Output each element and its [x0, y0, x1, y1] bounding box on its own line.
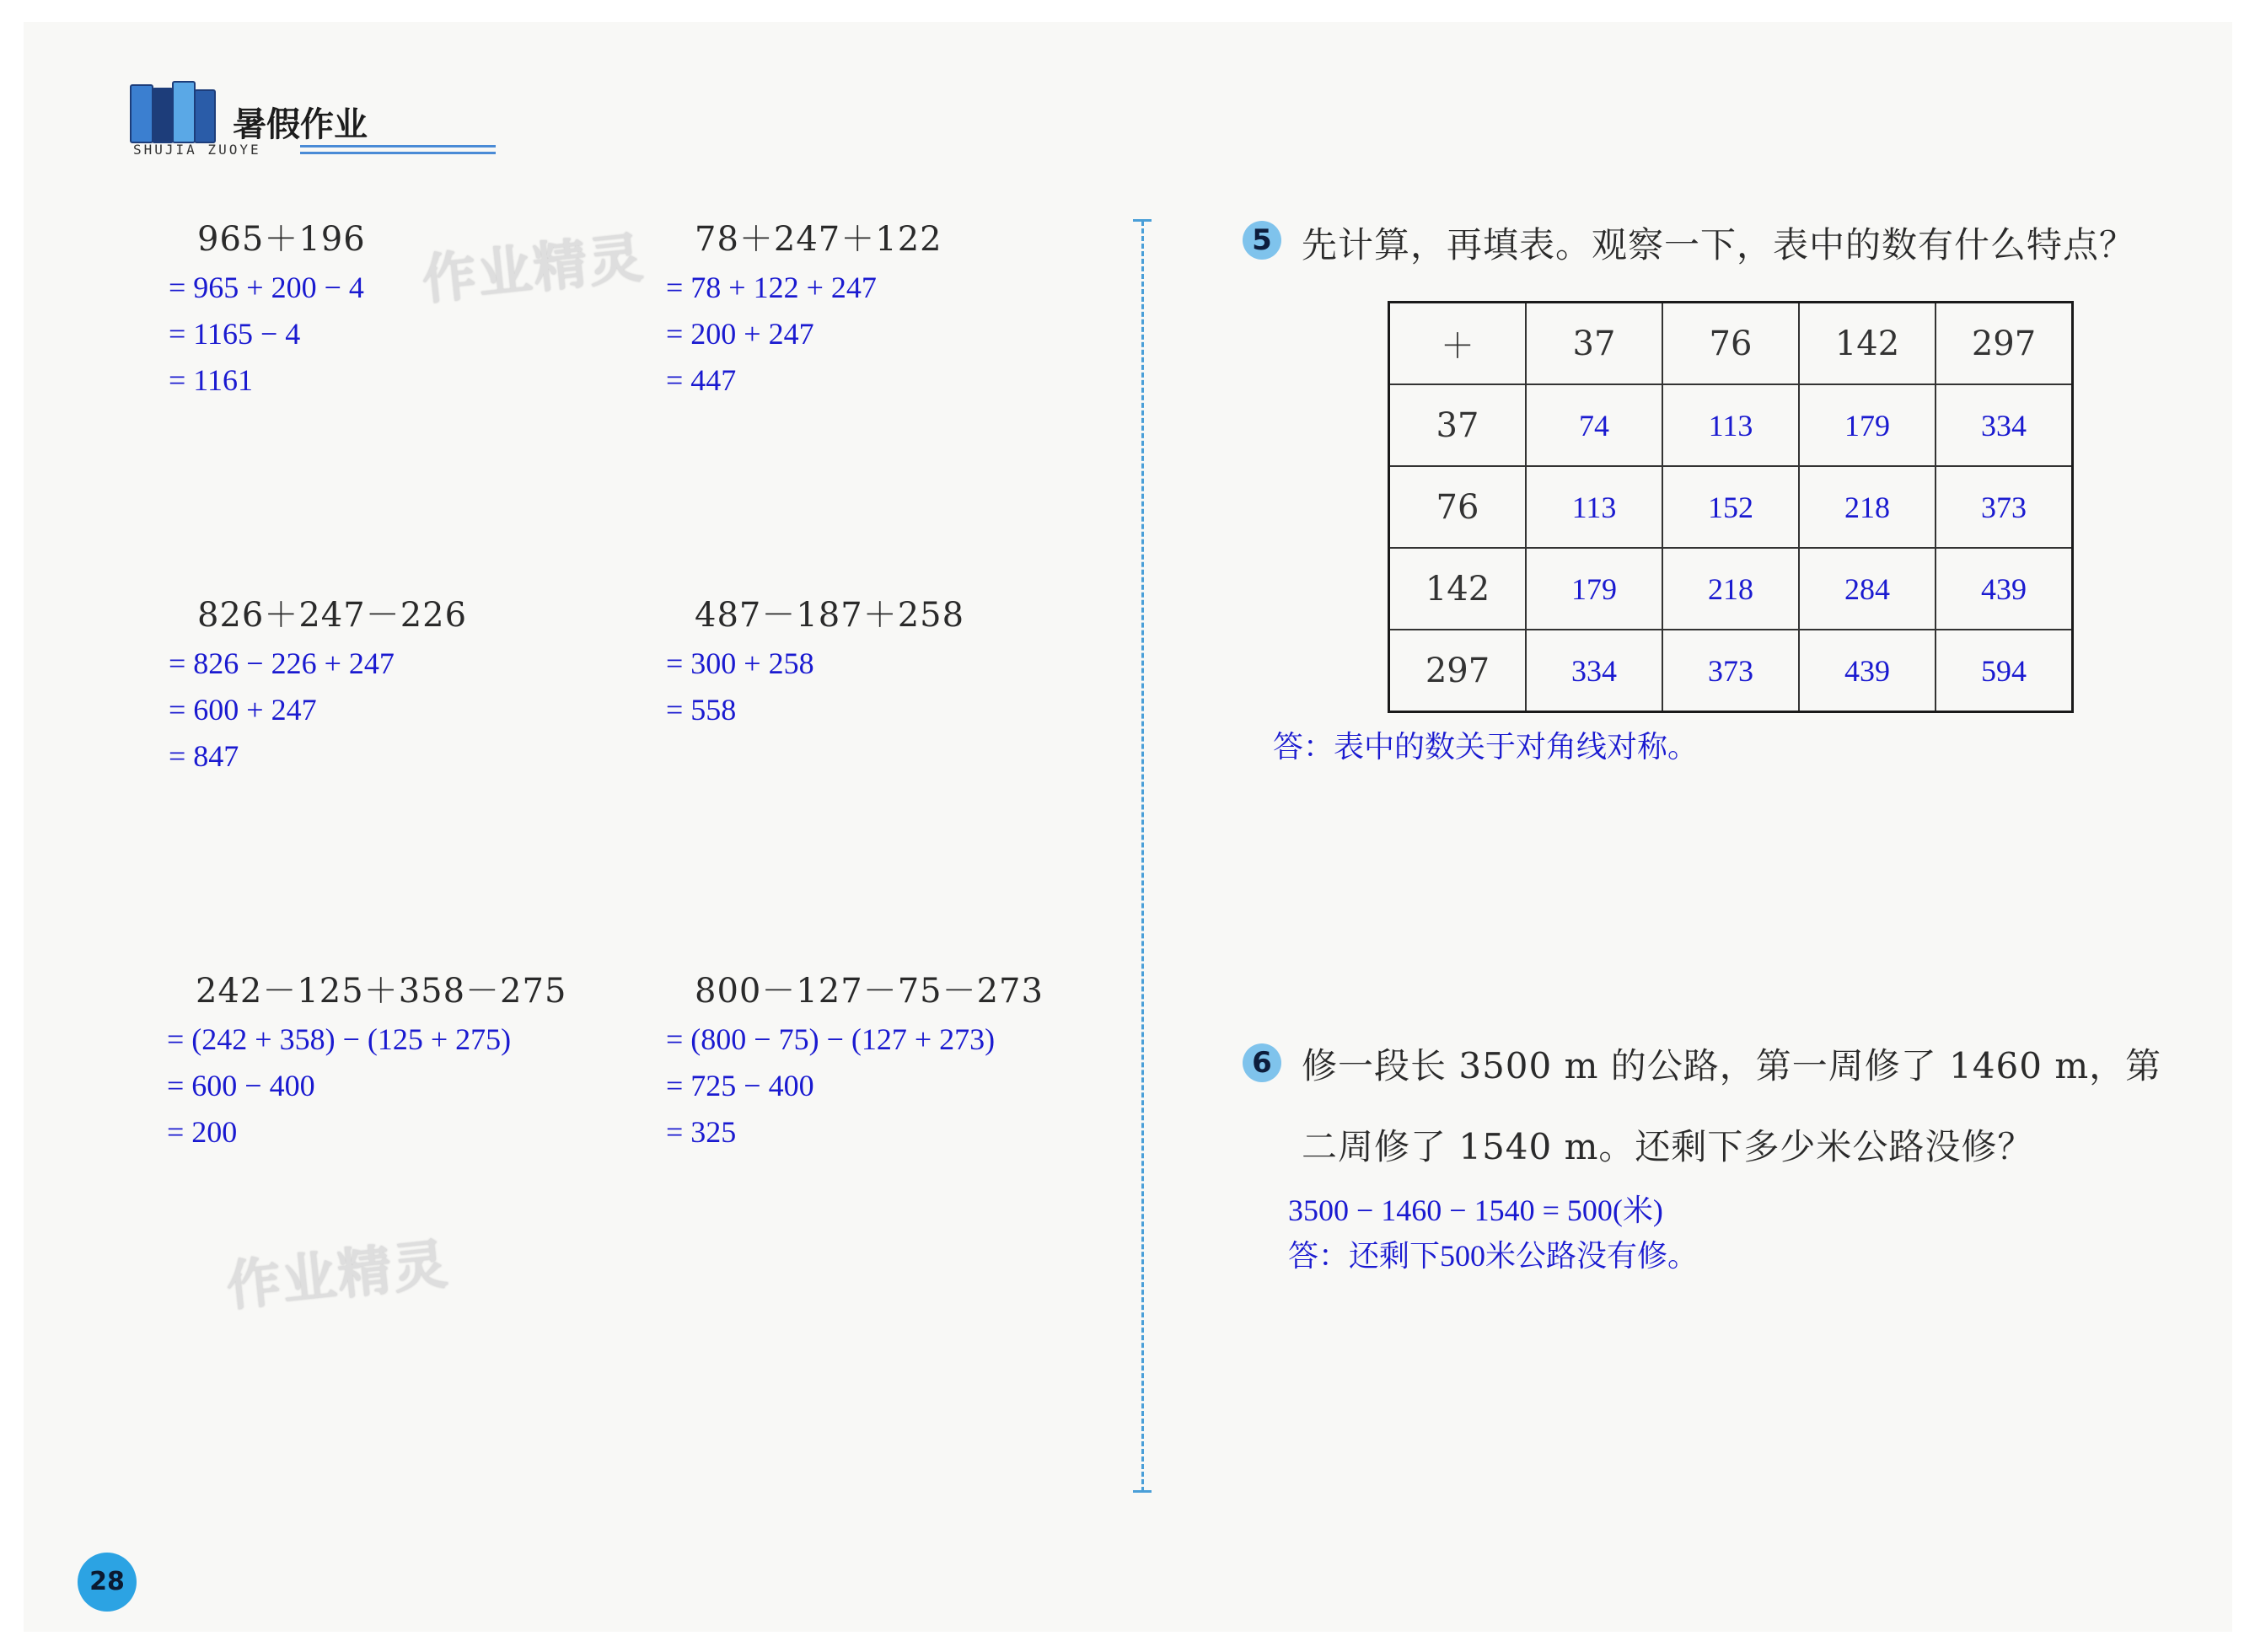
question-number-badge: 6 — [1243, 1043, 1281, 1082]
problem-step: = 600 − 400 — [167, 1069, 315, 1102]
question-6-text-line2: 二周修了 1540 m。还剩下多少米公路没修？ — [1302, 1126, 2034, 1167]
table-col-header: 37 — [1526, 303, 1662, 385]
table-corner: ＋ — [1389, 303, 1527, 385]
table-row-header: 142 — [1389, 548, 1527, 630]
table-col-header: 76 — [1662, 303, 1799, 385]
problem-step: = 78 + 122 + 247 — [666, 271, 877, 304]
table-row — [1389, 630, 2073, 712]
logo-rule — [300, 145, 496, 148]
table-cell: 179 — [1799, 384, 1936, 466]
table-row — [1389, 548, 2073, 630]
question-6-answer: 答：还剩下500米公路没有修。 — [1288, 1239, 1699, 1273]
table-row — [1389, 466, 2073, 548]
problem-step: = (242 + 358) − (125 + 275) — [167, 1022, 512, 1056]
problem-step: = 826 − 226 + 247 — [169, 646, 395, 680]
table-cell: 284 — [1799, 548, 1936, 630]
problem-step: = 200 + 247 — [666, 317, 814, 351]
problem-expression: 800－127－75－273 — [695, 972, 1044, 1011]
problem-expression: 242－125＋358－275 — [196, 972, 567, 1011]
table-col-header: 142 — [1799, 303, 1936, 385]
table-cell: 439 — [1936, 548, 2073, 630]
question-6-text-line1: 修一段长 3500 m 的公路，第一周修了 1460 m，第 — [1302, 1045, 2162, 1086]
table-cell: 74 — [1526, 384, 1662, 466]
calc-problem — [666, 964, 1044, 1156]
page-number: 28 — [78, 1553, 137, 1612]
table-cell: 218 — [1799, 466, 1936, 548]
problem-step: = 300 + 258 — [666, 646, 814, 680]
problem-expression: 487－187＋258 — [695, 596, 965, 635]
problem-expression: 78＋247＋122 — [695, 220, 942, 259]
table-row-header: 37 — [1389, 384, 1527, 466]
logo-title: 暑假作业 — [233, 105, 368, 144]
table-cell: 179 — [1526, 548, 1662, 630]
table-row — [1389, 384, 2073, 466]
table-cell: 594 — [1936, 630, 2073, 712]
problem-step: = 965 + 200 − 4 — [169, 271, 364, 304]
table-row-header: 297 — [1389, 630, 1527, 712]
question-6-calculation: 3500 − 1460 − 1540 = 500(米) — [1288, 1193, 1663, 1227]
problem-step: = 847 — [169, 739, 239, 773]
table-row-header: 76 — [1389, 466, 1527, 548]
table-cell: 373 — [1662, 630, 1799, 712]
problem-step: = (800 − 75) − (127 + 273) — [666, 1022, 996, 1056]
table-cell: 334 — [1526, 630, 1662, 712]
calc-problem — [169, 588, 467, 780]
calc-problem — [666, 212, 942, 404]
logo-subtitle: SHUJIA ZUOYE — [133, 142, 261, 158]
calc-problem — [666, 588, 964, 733]
problem-step: = 1161 — [169, 363, 253, 397]
table-cell: 152 — [1662, 466, 1799, 548]
workbook-logo — [126, 81, 396, 160]
problem-expression: 826＋247－226 — [197, 596, 468, 635]
problem-step: = 558 — [666, 693, 737, 727]
problem-step: = 1165 − 4 — [169, 317, 301, 351]
problem-expression: 965＋196 — [197, 220, 366, 259]
logo-rule — [300, 152, 496, 154]
problem-step: = 200 — [167, 1115, 238, 1149]
books-icon — [126, 81, 219, 143]
watermark: 作业精灵 — [223, 1233, 452, 1319]
table-cell: 373 — [1936, 466, 2073, 548]
question-5-answer: 答：表中的数关于对角线对称。 — [1273, 730, 1699, 764]
problem-step: = 325 — [666, 1115, 737, 1149]
problem-step: = 447 — [666, 363, 737, 397]
table-cell: 113 — [1662, 384, 1799, 466]
problem-step: = 725 − 400 — [666, 1069, 814, 1102]
question-5-text: 先计算，再填表。观察一下，表中的数有什么特点？ — [1302, 224, 2136, 266]
divider-cap — [1133, 1490, 1152, 1493]
addition-table — [1388, 301, 2074, 713]
table-cell: 334 — [1936, 384, 2073, 466]
page-divider — [1141, 221, 1144, 1492]
watermark: 作业精灵 — [419, 227, 647, 313]
table-cell: 218 — [1662, 548, 1799, 630]
table-col-header: 297 — [1936, 303, 2073, 385]
table-cell: 439 — [1799, 630, 1936, 712]
question-number-badge: 5 — [1243, 221, 1281, 260]
calc-problem — [167, 964, 566, 1156]
calc-problem — [169, 212, 366, 404]
table-cell: 113 — [1526, 466, 1662, 548]
problem-step: = 600 + 247 — [169, 693, 317, 727]
